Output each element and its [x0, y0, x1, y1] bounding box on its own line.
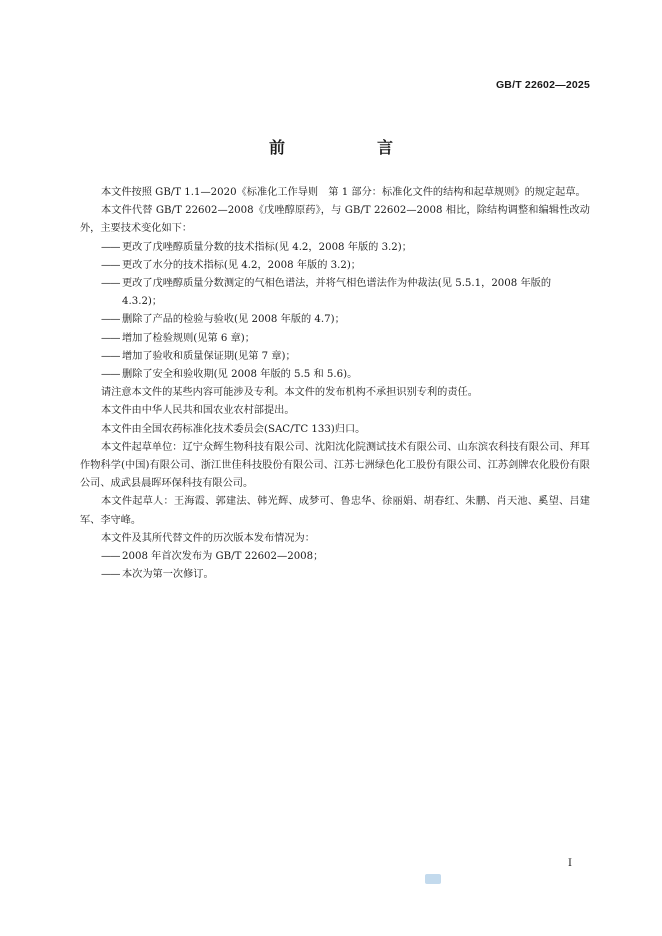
paragraph: 本文件代替 GB/T 22602—2008《戊唑醇原药》，与 GB/T 22602—2008 相比，除结构调整和编辑性改动外，主要技术变化如下： [80, 205, 590, 235]
list-item [80, 257, 590, 275]
dash-marker: —— [101, 278, 120, 290]
list-item [80, 311, 590, 329]
list-item-text: 增加了验收和质量保证期(见第 7 章)； [122, 350, 296, 362]
paragraph: 请注意本文件的某些内容可能涉及专利。本文件的发布机构不承担识别专利的责任。 [101, 387, 478, 399]
paragraph: 本文件及其所代替文件的历次版本发布情况为： [101, 532, 315, 544]
dash-marker: —— [101, 350, 120, 362]
list-item-text: 更改了戊唑醇质量分数的技术指标(见 4.2，2008 年版的 3.2)； [122, 241, 412, 253]
dash-marker: —— [101, 569, 120, 581]
dash-marker: —— [101, 314, 120, 326]
list-item-text: 2008 年首次发布为 GB/T 22602—2008； [122, 551, 324, 563]
document-body [80, 184, 590, 584]
dash-marker: —— [101, 332, 120, 344]
page-title: 前 言 [268, 138, 431, 157]
watermark-logo [425, 874, 441, 884]
paragraph: 本文件由全国农药标准化技术委员会(SAC/TC 133)归口。 [101, 423, 366, 435]
list-item-text: 本次为第一次修订。 [122, 569, 214, 581]
list-item [80, 566, 590, 584]
paragraph: 本文件由中华人民共和国农业农村部提出。 [101, 405, 295, 417]
page-number: I [568, 858, 572, 869]
dash-marker: —— [101, 259, 120, 271]
dash-marker: —— [101, 551, 120, 563]
list-item [80, 239, 590, 257]
list-item-text: 删除了产品的检验与验收(见 2008 年版的 4.7)； [122, 314, 345, 326]
paragraph: 本文件起草人：王海霞、郭建法、韩光辉、成梦可、鲁忠华、徐丽娟、胡春红、朱鹏、肖天池、奚望、吕建军、李守峰。 [80, 496, 590, 526]
dash-marker: —— [101, 241, 120, 253]
list-item [80, 275, 590, 311]
dash-marker: —— [101, 369, 120, 381]
list-item-text: 更改了戊唑醇质量分数测定的气相色谱法，并将气相色谱法作为仲裁法(见 5.5.1，2008 年版的 4.3.2)； [122, 278, 552, 308]
list-item-text: 增加了检验规则(见第 6 章)； [122, 332, 255, 344]
standard-code: GB/T 22602—2025 [495, 79, 590, 91]
list-item-text: 更改了水分的技术指标(见 4.2，2008 年版的 3.2)； [122, 259, 361, 271]
list-item [80, 348, 590, 366]
paragraph: 本文件按照 GB/T 1.1—2020《标准化工作导则 第 1 部分：标准化文件的结构和起草规则》的规定起草。 [101, 187, 586, 198]
paragraph: 本文件起草单位：辽宁众辉生物科技有限公司、沈阳沈化院测试技术有限公司、山东滨农科技有限公司、拜耳作物科学(中国)有限公司、浙江世佳科技股份有限公司、江苏七洲绿色化工股份有限公司、江苏剑牌农化股份有限公司、成武县晨晖环保科技有限公司。 [80, 441, 590, 490]
list-item [80, 548, 590, 566]
list-item [80, 366, 590, 384]
list-item [80, 330, 590, 348]
list-item-text: 删除了安全和验收期(见 2008 年版的 5.5 和 5.6)。 [122, 369, 358, 381]
